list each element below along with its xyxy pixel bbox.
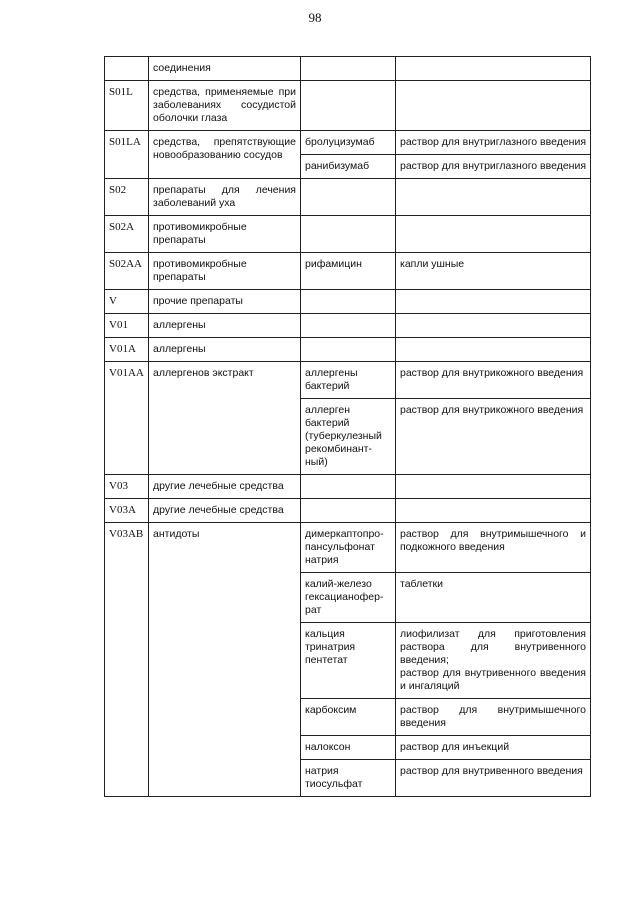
table-row [105, 362, 591, 399]
dosage-form-line: раствор для внутриглазного введения [400, 136, 587, 148]
dosage-form [396, 523, 591, 573]
drug-inn: аллергены бактерий [301, 362, 396, 399]
dosage-form-line: раствор для внутримышечного и подкожного введения [400, 528, 586, 553]
drug-inn [301, 499, 396, 523]
table-row [105, 216, 591, 253]
drug-inn: димеркаптопро-пансульфонат натрия [301, 523, 396, 573]
dosage-form [396, 253, 591, 290]
group-name: другие лечебные средства [149, 475, 301, 499]
group-name: противомикробные препараты [149, 253, 301, 290]
dosage-form [396, 290, 591, 314]
drug-inn: калий-железо гексацианофер-рат [301, 573, 396, 623]
table-row [105, 523, 591, 573]
dosage-form [396, 216, 591, 253]
group-name: противомикробные препараты [149, 216, 301, 253]
dosage-form [396, 155, 591, 179]
drug-inn [301, 216, 396, 253]
dosage-form [396, 57, 591, 81]
atc-code: V01 [105, 314, 149, 338]
drug-inn [301, 475, 396, 499]
dosage-form-line: лиофилизат для приготовления раствора для внутривенного введения; [400, 628, 586, 666]
drug-inn [301, 179, 396, 216]
table-row [105, 338, 591, 362]
group-name: средства, применяемые при заболеваниях сосудистой оболочки глаза [149, 81, 301, 131]
page-number: 98 [308, 10, 322, 25]
atc-code: S02A [105, 216, 149, 253]
group-name: антидоты [149, 523, 301, 797]
dosage-form [396, 623, 591, 699]
table-row [105, 475, 591, 499]
table-row [105, 179, 591, 216]
dosage-form-line: таблетки [400, 578, 443, 590]
dosage-form [396, 81, 591, 131]
dosage-form [396, 699, 591, 736]
drug-inn: кальция тринатрия пентетат [301, 623, 396, 699]
drug-inn: рифамицин [301, 253, 396, 290]
dosage-form [396, 314, 591, 338]
atc-code: S01L [105, 81, 149, 131]
dosage-form-line: раствор для внутрикожного введения [400, 404, 584, 416]
drug-table [104, 56, 591, 797]
atc-code: S01LA [105, 131, 149, 179]
table-row [105, 131, 591, 155]
atc-code [105, 57, 149, 81]
group-name: аллергены [149, 314, 301, 338]
dosage-form-line: раствор для внутривенного введения и ингаляций [400, 667, 586, 692]
drug-inn: натрия тиосульфат [301, 760, 396, 797]
group-name: соединения [149, 57, 301, 81]
drug-inn [301, 338, 396, 362]
atc-code: V01AA [105, 362, 149, 475]
drug-inn [301, 81, 396, 131]
group-name: аллергены [149, 338, 301, 362]
dosage-form-line: раствор для внутривенного введения [400, 765, 583, 777]
table-row [105, 314, 591, 338]
group-name: другие лечебные средства [149, 499, 301, 523]
atc-code: S02 [105, 179, 149, 216]
dosage-form-line: раствор для внутримышечного введения [400, 704, 586, 729]
atc-code: V03AB [105, 523, 149, 797]
table-row [105, 499, 591, 523]
dosage-form-line: капли ушные [400, 258, 465, 270]
atc-code: V03A [105, 499, 149, 523]
group-name: средства, препятствующие новообразованию сосудов [149, 131, 301, 179]
drug-inn [301, 57, 396, 81]
dosage-form [396, 131, 591, 155]
table-row [105, 81, 591, 131]
drug-inn: налоксон [301, 736, 396, 760]
dosage-form-line: раствор для инъекций [400, 741, 510, 753]
drug-inn [301, 314, 396, 338]
dosage-form [396, 362, 591, 399]
drug-inn: ранибизумаб [301, 155, 396, 179]
drug-inn: бролуцизумаб [301, 131, 396, 155]
atc-code: V01A [105, 338, 149, 362]
drug-inn: карбоксим [301, 699, 396, 736]
dosage-form [396, 760, 591, 797]
dosage-form [396, 399, 591, 475]
dosage-form [396, 736, 591, 760]
atc-code: V [105, 290, 149, 314]
table-row [105, 253, 591, 290]
dosage-form [396, 179, 591, 216]
group-name: препараты для лечения заболеваний уха [149, 179, 301, 216]
atc-code: V03 [105, 475, 149, 499]
dosage-form-line: раствор для внутриглазного введения [400, 160, 587, 172]
dosage-form [396, 573, 591, 623]
table-row [105, 290, 591, 314]
dosage-form [396, 499, 591, 523]
drug-inn: аллерген бактерий (туберкулезный рекомбинант-ный) [301, 399, 396, 475]
drug-inn [301, 290, 396, 314]
group-name: аллергенов экстракт [149, 362, 301, 475]
dosage-form [396, 338, 591, 362]
group-name: прочие препараты [149, 290, 301, 314]
dosage-form [396, 475, 591, 499]
table-row [105, 57, 591, 81]
dosage-form-line: раствор для внутрикожного введения [400, 367, 584, 379]
atc-code: S02AA [105, 253, 149, 290]
